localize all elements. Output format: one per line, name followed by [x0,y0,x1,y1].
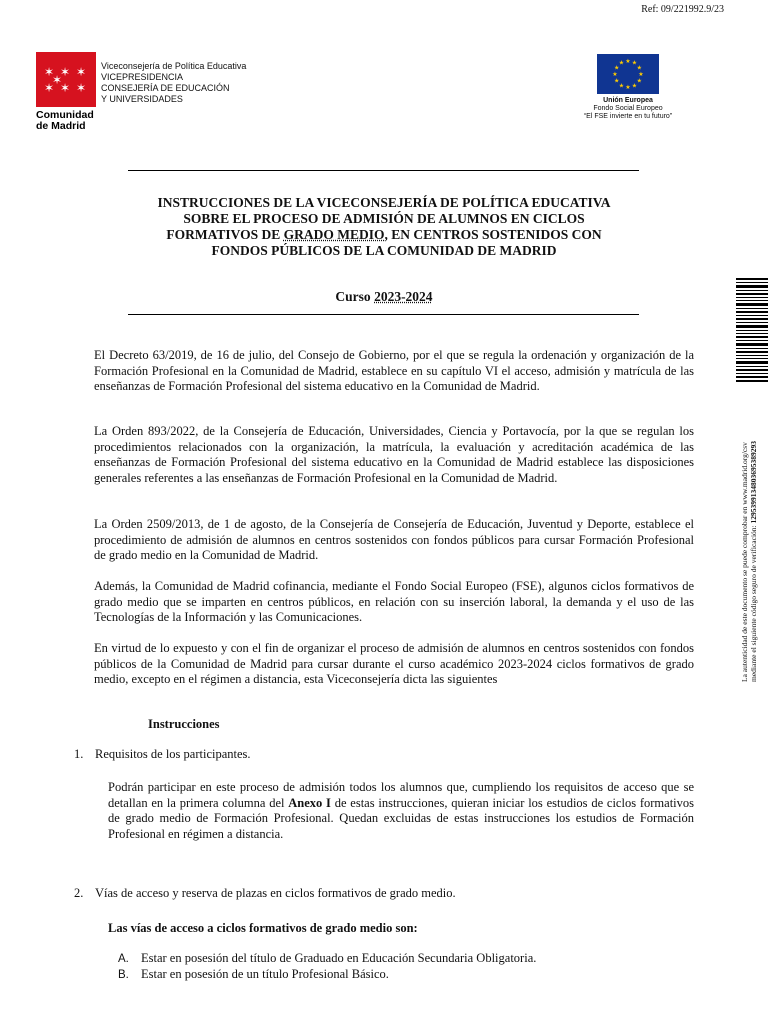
svg-text:★: ★ [618,82,625,90]
route-item-a: A. Estar en posesión del título de Graduado en Educación Secundaria Obligatoria. [118,951,537,965]
item-2-heading: 2. Vías de acceso y reserva de plazas en ciclos formativos de grado medio. [74,886,456,900]
annex-reference: Anexo I [288,795,331,810]
title-top-rule [128,170,639,171]
instructions-heading: Instrucciones [148,717,220,731]
logo-wordmark: Comunidad de Madrid [36,109,94,132]
svg-text:★: ★ [631,59,638,67]
svg-text:★: ★ [614,64,620,72]
svg-text:★: ★ [638,71,644,78]
fse-label: Fondo Social Europeo [593,105,663,112]
madrid-flag-icon: ✶ ✶ ✶ ✶ ✶ ✶ ✶ [36,52,96,107]
svg-text:★: ★ [636,77,642,85]
verification-barcode [734,278,768,382]
item-1-body: Podrán participar en este proceso de admisión todos los alumnos que, cumpliendo los requisitos de acceso que se detallan en la primera columna del Anexo I de estas instrucciones, quieran iniciar los estudios de ciclos formativos de grado medio de Formación Profesional. Quedan excluidas de estas instrucciones los estudios de Formación Profesional en régimen a distancia. [108,780,694,841]
svg-text:★: ★ [618,59,625,67]
intro-paragraph-4: Además, la Comunidad de Madrid cofinancia, mediante el Fondo Social Europeo (FSE), algunos ciclos formativos de grado medio que se imparten en centros públicos, en relación con su inserción laboral, la demanda y el uso de las Tecnologías de la Información y las Comunicaciones. [94,579,694,625]
eu-label: Unión Europea [603,97,653,104]
route-item-b: B. Estar en posesión de un título Profesional Básico. [118,967,389,981]
intro-paragraph-5: En virtud de lo expuesto y con el fin de organizar el proceso de admisión de alumnos en centros sostenidos con fondos públicos de la Comunidad de Madrid para cursar durante el curso académico 2023-2024 ciclos formativos de grado medio, excepto en el régimen a distancia, esta Viceconsejería dicta las siguientes [94,641,694,687]
eu-flag-icon [597,54,659,94]
department-header [101,61,246,105]
title-emphasis: GRADO MEDIO, [283,227,388,242]
intro-paragraph-1: El Decreto 63/2019, de 16 de julio, del Consejo de Gobierno, por el que se regula la ordenación y organización de la Formación Profesional en la Comunidad de Madrid, establece en su capítulo VI el acceso, admisión y matrícula de las enseñanzas de Formación Profesional del sistema educativo en la Comunidad de Madrid. [94,348,694,394]
department-line: Y UNIVERSIDADES [101,94,183,104]
routes-heading: Las vías de acceso a ciclos formativos de grado medio son: [108,921,418,935]
title-bottom-rule [128,314,639,315]
eu-fse-logo [578,54,678,121]
document-title: INSTRUCCIONES DE LA VICECONSEJERÍA DE POLÍTICA EDUCATIVA SOBRE EL PROCESO DE ADMISIÓN DE ALUMNOS EN CICLOS FORMATIVOS DE GRADO MEDIO, EN CENTROS SOSTENIDOS CON FONDOS PÚBLICOS DE LA COMUNIDAD DE MADRID [157,195,611,258]
verification-code: 1295399134803695389293 [749,441,758,524]
svg-text:★: ★ [636,64,642,72]
reference-number: Ref: 09/221992.9/23 [641,4,724,15]
svg-text:★: ★ [625,84,631,91]
svg-text:★: ★ [625,58,631,65]
department-line: Viceconsejería de Política Educativa [101,61,247,71]
comunidad-de-madrid-logo [36,52,96,132]
svg-text:★: ★ [631,82,638,90]
svg-text:★: ★ [614,77,620,85]
fse-slogan: “El FSE invierte en tu futuro” [583,113,673,120]
svg-text:★: ★ [612,71,618,78]
intro-paragraph-2: La Orden 893/2022, de la Consejería de Educación, Universidades, Ciencia y Portavocía, por la que se regulan los procedimientos relacionados con la organización, la matrícula, la evaluación y acreditación académica de las enseñanzas de Formación Profesional del sistema educativo en la Comunidad de Madrid establece las disposiciones generales referentes a las enseñanzas de Formación Profesional en la Comunidad de Madrid. [94,424,694,485]
course-year: Curso 2023-2024 [335,289,433,304]
department-line: VICEPRESIDENCIA [101,72,184,82]
department-line: CONSEJERÍA DE EDUCACIÓN [101,83,230,93]
verification-note: La autenticidad de este documento se puede comprobar en www.madrid.org/csv mediante el siguiente código seguro de verificación: 1295399134803695389293 [740,441,758,682]
intro-paragraph-3: La Orden 2509/2013, de 1 de agosto, de la Consejería de Consejería de Educación, Juventud y Deporte, establece el procedimiento de admisión de alumnos en centros sostenidos con fondos públicos para cursar Formación Profesional de grado medio en la Comunidad de Madrid. [94,517,694,563]
item-1-heading: 1. Requisitos de los participantes. [74,747,251,761]
